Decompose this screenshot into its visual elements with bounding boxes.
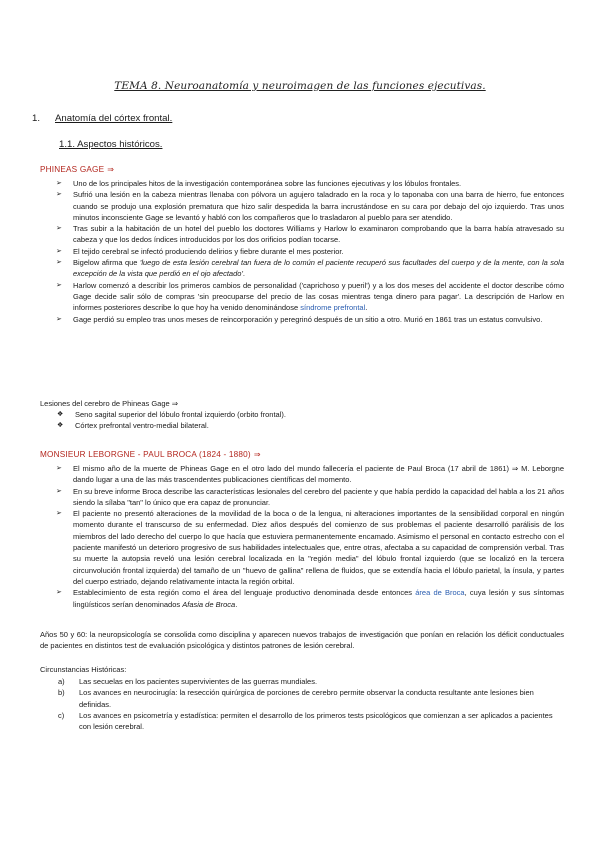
arrow-bullet-icon: ➢ [56, 247, 62, 255]
list-marker: c) [58, 710, 65, 720]
phineas-list [56, 178, 564, 325]
circunstancias-heading: Circunstancias Históricas: [40, 665, 127, 674]
arrow-bullet-icon: ➢ [56, 510, 62, 518]
section-heading-1 [32, 113, 172, 124]
list-item: ➢ El tejido cerebral se infectó produciendo delirios y fiebre durante el mes posterior. [56, 246, 344, 256]
arrow-bullet-icon: ➢ [56, 465, 62, 472]
list-item: ➢ En su breve informe Broca describe las características lesionales del cerebro del paciente y que había perdido la capacidad del habla a los 21 años siendo la sílaba "tan" lo único que era capaz de pronunciar. [56, 486, 564, 507]
right-double-arrow-icon: ⇒ [253, 450, 261, 459]
arrow-bullet-icon: ➢ [56, 487, 62, 495]
leborgne-heading [40, 449, 261, 459]
list-item: ➢ Sufrió una lesión en la cabeza mientras llenaba con pólvora un agujero taladrado en la roca y lo taponaba con una barra de hierro, fue entonces cuando se produjo una explosión prematura que hizo salir despedida la barra incrustándose en su cara por debajo del ojo izquierdo. Tras unos minutos inconsciente Gage se levantó y habló con los compañeros que lo trasladaron al pueblo para ser atendido. [56, 190, 564, 222]
arrow-bullet-icon: ➢ [56, 589, 62, 597]
phineas-heading-text: PHINEAS GAGE [40, 165, 105, 174]
arrow-bullet-icon: ➢ [56, 315, 62, 323]
circunstancias-list [58, 676, 564, 732]
list-marker: a) [58, 677, 65, 686]
arrow-bullet-icon: ➢ [56, 225, 62, 233]
leborgne-list [56, 463, 564, 610]
lesiones-heading: Lesiones del cerebro de Phineas Gage ⇒ [40, 399, 179, 408]
list-item: a) Las secuelas en los pacientes supervivientes de las guerras mundiales. [58, 677, 318, 686]
section-title: Anatomía del córtex frontal. [55, 113, 173, 124]
right-double-arrow-icon: ⇒ [171, 399, 179, 408]
subsection-heading: 1.1. Aspectos históricos. [59, 139, 163, 150]
list-item: ➢ Bigelow afirma que 'luego de esta lesión cerebral tan fuera de lo común el paciente recuperó sus facultades del cuerpo y de la mente, con la sola excepción de la vista que perdió en el ojo afectado'. [56, 258, 564, 279]
document-title: TEMA 8. Neuroanatomía y neuroimagen de las funciones ejecutivas. [114, 80, 486, 92]
arrow-bullet-icon: ➢ [56, 191, 62, 199]
phineas-heading [40, 164, 114, 174]
list-item: ❖ Córtex prefrontal ventro-medial bilateral. [57, 421, 209, 431]
arrow-bullet-icon: ➢ [56, 281, 62, 289]
list-item: ➢ Establecimiento de esta región como el área del lenguaje productivo denominada desde entonces área de Broca, cuya lesión y sus síntomas lingüísticos serían denominados Afasia de Broca. [56, 588, 564, 609]
section-number: 1. [32, 113, 41, 124]
list-item: ❖ Seno sagital superior del lóbulo frontal izquierdo (orbito frontal). [57, 410, 286, 419]
right-double-arrow-icon: ⇒ [107, 165, 115, 174]
arrow-bullet-icon: ➢ [56, 259, 62, 267]
list-item: ➢ Gage perdió su empleo tras unos meses de reincorporación y peregrinó después de un sitio a otro. Murió en 1861 tras un estatus convulsivo. [56, 314, 543, 324]
list-item: ➢ El paciente no presentó alteraciones de la movilidad de la boca o de la lengua, ni alteraciones importantes de la sensibilidad corporal en ningún momento durante el transcurso de su enfermedad. Diez años después del comienzo de sus problemas el paciente desarrolló parálisis de los miembros del lado derecho del cuerpo lo que hacía que estuviera permanentemente encamado. Asimismo el personal en contacto estrecho con el paciente manifestó un deterioro progresivo de sus habilidades intelectuales que, entre otras, afectaba a su capacidad de comprensión verbal. Tras su muerte la autopsia reveló una lesión cerebral localizada en la "región media" del lóbulo frontal izquierdo (que se localizó en la tercera circunvolución frontal izquierda) del tamaño de un "huevo de gallina" rellena de fluidos, que se extendía hacia el lóbulo parietal, la ínsula, y partes del cuerpo estriado, dejando relativamente intacta la región orbital. [56, 509, 564, 586]
sindrome-prefrontal-link[interactable]: síndrome prefrontal [300, 303, 366, 313]
arrow-bullet-icon: ➢ [56, 180, 62, 187]
list-item: ➢ Tras subir a la habitación de un hotel del pueblo los doctores Williams y Harlow lo examinaron comprobando que la barra había atravesado su cabeza y que los dedos índices introducidos por los dos orificios podían tocarse. [56, 224, 564, 245]
diamond-bullet-icon: ❖ [57, 422, 64, 430]
leborgne-heading-text: MONSIEUR LEBORGNE - PAUL BROCA (1824 - 1880) [40, 450, 251, 459]
list-marker: b) [58, 688, 65, 698]
list-item: ➢ Uno de los principales hitos de la investigación contemporánea sobre las funciones ejecutivas y los lóbulos frontales. [56, 179, 462, 188]
list-item: b) Los avances en neurocirugía: la resección quirúrgica de porciones de cerebro permite observar la conducta resultante ante lesiones bien definidas. [58, 688, 534, 709]
anos-paragraph: Años 50 y 60: la neuropsicología se consolida como disciplina y aparecen nuevos trabajos de investigación que ponían en relación los déficit conductuales de pacientes en distintos test de evaluación psicológica y distintos patrones de lesión cerebral. [40, 630, 564, 651]
list-item: ➢ El mismo año de la muerte de Phineas Gage en el otro lado del mundo fallecería el paciente de Paul Broca (17 abril de 1861) ⇒ M. Leborgne dando lugar a una de las más trascendentes publicaciones científicas del momento. [56, 464, 564, 485]
list-item: ➢ Harlow comenzó a describir los primeros cambios de personalidad ('caprichoso y pueril') y a los dos meses del accidente el doctor describe cómo Gage decide salir sólo de compras 'sin preocuparse del precio de las cosas mientras tenga dinero para pagar'. La descripción de Harlow en informes posteriores describe lo que hoy ha venido denominándose síndrome prefrontal. [56, 280, 564, 313]
list-item: c) Los avances en psicometría y estadística: permiten el desarrollo de los primeros tests psicológicos que comienzan a ser aplicados a pacientes con lesión cerebral. [58, 710, 553, 732]
lesiones-list [57, 409, 565, 432]
area-de-broca-link[interactable]: área de Broca [415, 588, 465, 598]
diamond-bullet-icon: ❖ [57, 411, 64, 418]
